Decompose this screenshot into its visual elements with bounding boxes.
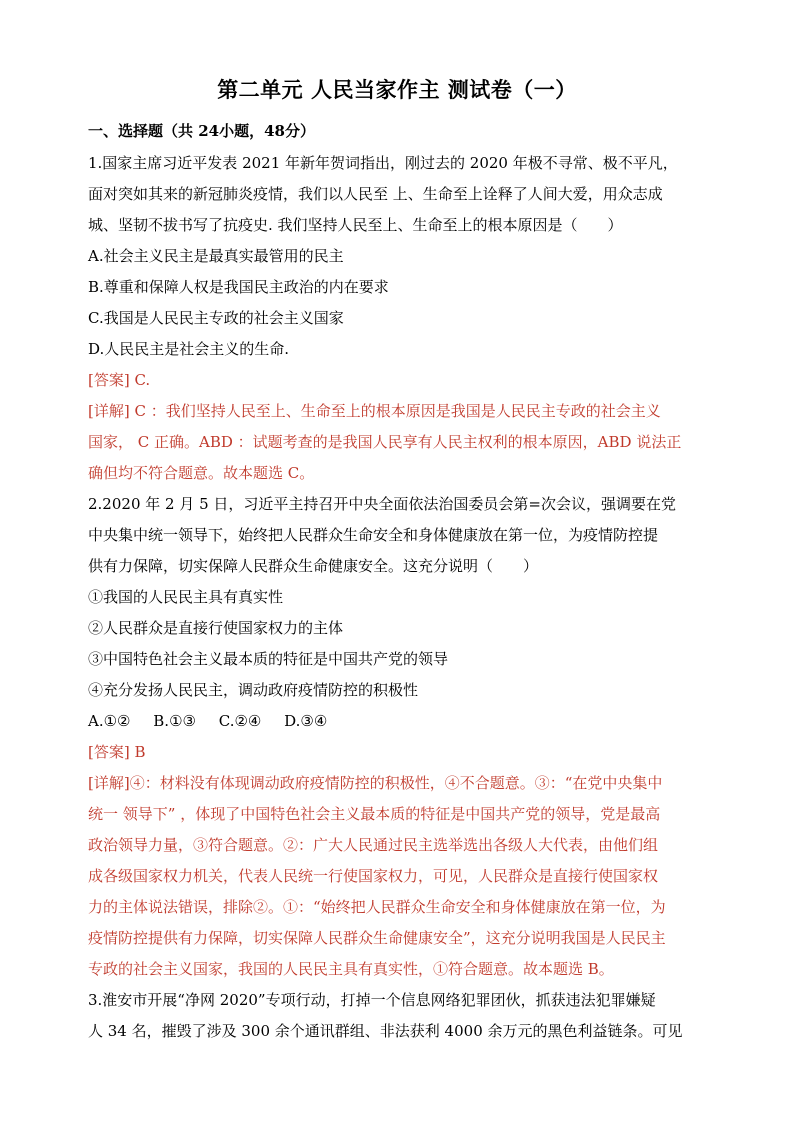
explanation-line: 力的主体说法错误，排除②。①：“始终把人民群众生命安全和身体健康放在第一位，为: [88, 898, 666, 916]
question-1: [88, 148, 706, 489]
statement-item: ②人民群众是直接行使国家权力的主体: [88, 619, 344, 637]
explanation-line: 确但均不符合题意。故本题选 C。: [88, 464, 315, 482]
option-c: C.我国是人民民主专政的社会主义国家: [88, 309, 344, 327]
question-1-line: 面对突如其来的新冠肺炎疫情，我们以人民至 上、生命至上诠释了人间大爱，用众志成: [88, 185, 663, 203]
option-a: A.社会主义民主是最真实最管用的民主: [88, 247, 344, 265]
statement-item: ③中国特色社会主义最本质的特征是中国共产党的领导: [88, 650, 449, 668]
option-row: [88, 706, 706, 737]
page-title: 第二单元 人民当家作主 测试卷（一）: [217, 77, 577, 102]
explanation-line: [详解] C ：我们坚持人民至上、生命至上的根本原因是我国是人民民主专政的社会主义: [88, 402, 661, 420]
section-heading: 一、选择题（共 24小题，48分）: [88, 122, 315, 140]
statement-item: ④充分发扬人民民主，调动政府疫情防控的积极性: [88, 681, 419, 699]
explanation-line: 国家， C 正确。ABD ：试题考查的是我国人民享有人民主权利的根本原因，ABD 说法正: [88, 433, 682, 451]
explanation-line: 统一 领导下” ，体现了中国特色社会主义最本质的特征是中国共产党的领导，党是最高: [88, 805, 661, 823]
explanation-line: 疫情防控提供有力保障，切实保障人民群众生命健康安全”，这充分说明我国是人民民主: [88, 929, 666, 947]
question-2-line: 中央集中统一领导下，始终把人民群众生命安全和身体健康放在第一位，为疫情防控提: [88, 526, 659, 544]
explanation-line: 政治领导力量，③符合题意。②：广大人民通过民主选举选出各级人大代表，由他们组: [88, 836, 659, 854]
question-2: [88, 489, 706, 985]
option-c: C.②④: [218, 712, 262, 730]
option-b: B.①③: [153, 712, 196, 730]
question-2-line: 供有力保障，切实保障人民群众生命健康安全。这充分说明（ ）: [88, 557, 539, 575]
answer-label: [答案] C.: [88, 371, 151, 389]
answer-label: [答案] B: [88, 743, 146, 761]
question-1-line: 1.国家主席习近平发表 2021 年新年贺词指出，刚过去的 2020 年极不寻常、极不平凡，: [88, 154, 678, 172]
statement-item: ①我国的人民民主具有真实性: [88, 588, 284, 606]
question-3-line: 人 34 名，摧毁了涉及 300 余个通讯群组、非法获利 4000 余万元的黑色利益链条。可见: [88, 1022, 683, 1040]
option-d: D.人民民主是社会主义的生命.: [88, 340, 290, 358]
question-1-line: 城、坚韧不拔书写了抗疫史. 我们坚持人民至上、生命至上的根本原因是（ ）: [88, 216, 623, 234]
explanation-line: [详解]④：材料没有体现调动政府疫情防控的积极性，④不合题意。③：“在党中央集中: [88, 774, 663, 792]
option-b: B.尊重和保障人权是我国民主政治的内在要求: [88, 278, 389, 296]
explanation-line: 专政的社会主义国家，我国的人民民主具有真实性，①符合题意。故本题选 B。: [88, 960, 614, 978]
option-a: A.①②: [88, 712, 131, 730]
question-2-line: 2.2020 年 2 月 5 日，习近平主持召开中央全面依法治国委员会第=次会议，强调要在党: [88, 495, 676, 513]
option-d: D.③④: [284, 712, 328, 730]
explanation-line: 成各级国家权力机关，代表人民统一行使国家权力，可见，人民群众是直接行使国家权: [88, 867, 659, 885]
question-3-line: 3.淮安市开展“净网 2020”专项行动，打掉一个信息网络犯罪团伙，抓获违法犯罪嫌疑: [88, 991, 656, 1009]
question-3: [88, 985, 706, 1047]
